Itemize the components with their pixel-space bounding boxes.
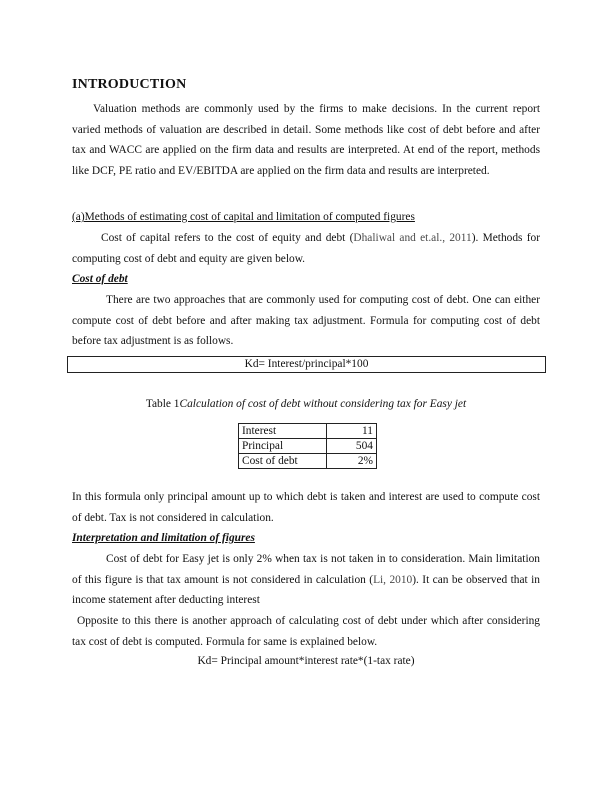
table-row (239, 439, 377, 454)
row-value-principal: 504 (327, 439, 377, 454)
table-caption-text: Calculation of cost of debt without considering tax for Easy jet (179, 398, 467, 410)
cost-of-debt-paragraph: There are two approaches that are commonly used for computing cost of debt. One can either compute cost of debt before and after making tax adjustment. Formula for computing cost of debt before tax adjustment is as follows. (72, 294, 540, 348)
interpretation-title: Interpretation and limitation of figures (72, 532, 255, 544)
cost-of-debt-title: Cost of debt (72, 273, 128, 285)
citation-dhaliwal: Dhaliwal and et.al., 2011 (353, 232, 472, 244)
citation-li: Li, 2010 (373, 573, 413, 586)
row-value-cost-of-debt: 2% (327, 454, 377, 469)
intro-paragraph: Valuation methods are commonly used by the firms to make decisions. In the current report varied methods of valuation are described in detail. Some methods like cost of debt before and after tax and WACC are applied on the firm data and results are interpreted. At end of the report, methods like DCF, PE ratio and EV/EBITDA are applied on the firm data and results are interpreted. (72, 103, 540, 177)
page-title: INTRODUCTION (72, 77, 187, 92)
table-row (239, 454, 377, 469)
row-label-cost-of-debt: Cost of debt (239, 454, 327, 469)
section-a-title: (a)Methods of estimating cost of capital and limitation of computed figures (72, 211, 415, 223)
cost-of-capital-text-before: Cost of capital refers to the cost of equity and debt ( (101, 232, 354, 244)
table-caption (0, 398, 612, 410)
interpretation-text-after: ). It can be observed that in income statement after deducting interest (72, 573, 540, 607)
interpretation-paragraph (72, 549, 540, 611)
row-value-interest: 11 (327, 424, 377, 439)
cost-of-capital-paragraph (72, 228, 540, 269)
cost-of-capital-text-after: ). Methods for computing cost of debt and equity are given below. (72, 232, 540, 265)
interpretation-text-before: Cost of debt for Easy jet is only 2% when tax is not taken in to consideration. Main limitation of this figure is that tax amount is not considered in calculation ( (72, 553, 540, 586)
table-row (239, 424, 377, 439)
formula-box-kd-before-tax: Kd= Interest/principal*100 (67, 356, 546, 373)
cost-of-debt-table (238, 423, 377, 469)
formula-explanation-paragraph: In this formula only principal amount up to which debt is taken and interest are used to compute cost of debt. Tax is not considered in calculation. (72, 491, 540, 524)
table-caption-label: Table 1 (145, 398, 180, 410)
row-label-interest: Interest (239, 424, 327, 439)
opposite-approach-paragraph: Opposite to this there is another approach of calculating cost of debt under which after considering tax cost of debt is computed. Formula for same is explained below. (72, 615, 540, 648)
row-label-principal: Principal (239, 439, 327, 454)
formula-kd-after-tax: Kd= Principal amount*interest rate*(1-tax rate) (197, 655, 415, 667)
